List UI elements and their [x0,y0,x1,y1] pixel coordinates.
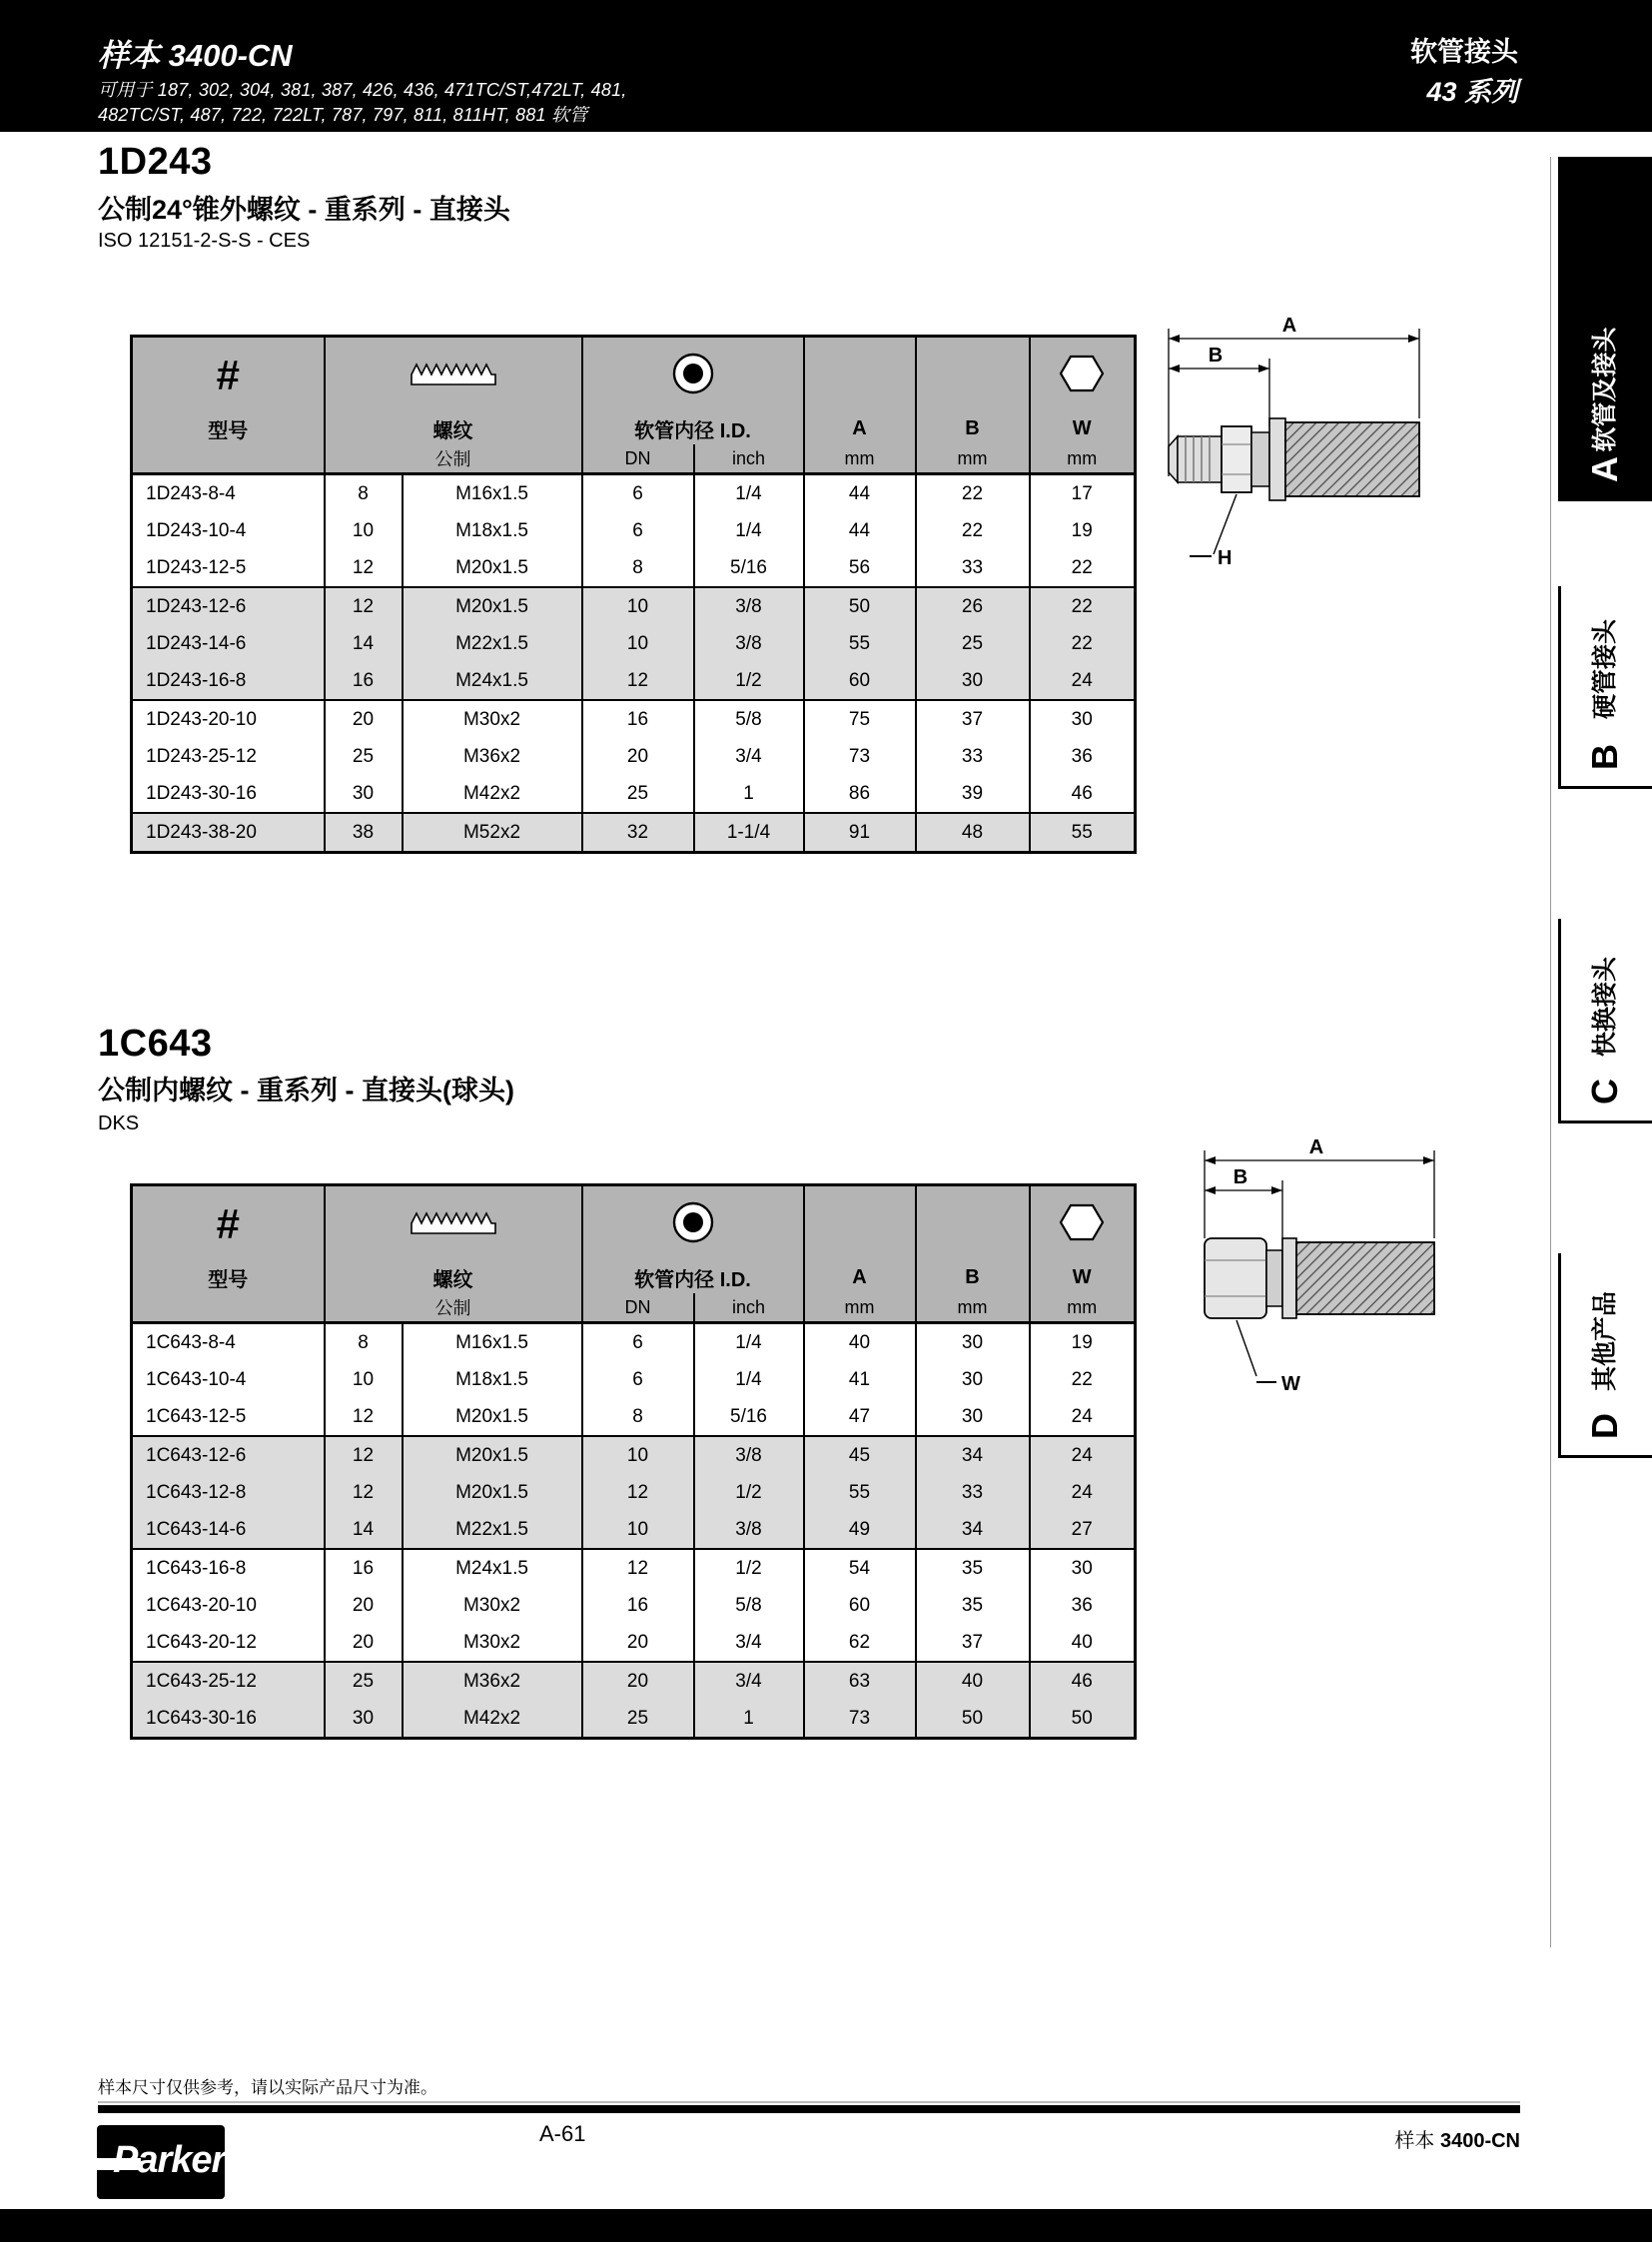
value-cell: 46 [1030,775,1136,813]
value-cell: 1 [694,1700,804,1739]
value-cell: M36x2 [403,1662,582,1700]
compatible-hoses-line1: 可用于 187, 302, 304, 381, 387, 426, 436, 471TC/ST,472LT, 481, [98,80,627,100]
model-cell: 1D243-12-5 [146,556,247,578]
header-category: 软管接头 [1410,37,1518,67]
hash-icon: # [216,1200,240,1247]
dim-label-w: W [1281,1373,1300,1395]
sidebar-tab-letter-b: B [1584,744,1625,770]
value-cell: 54 [804,1549,916,1587]
value-cell: 14 [325,625,403,662]
hose-bore-icon [582,337,804,414]
value-cell: 56 [804,549,916,587]
value-cell: 30 [325,775,403,813]
value-cell: 91 [804,813,916,853]
value-cell: 55 [804,1474,916,1511]
model-cell: 1D243-8-4 [146,482,236,504]
col-a: A [804,1262,916,1293]
footer-rule-light [98,2101,1520,2103]
table-row [132,512,1136,549]
value-cell: 32 [582,813,694,853]
model-cell: 1C643-8-4 [146,1331,236,1353]
model-cell: 1D243-25-12 [146,745,257,767]
value-cell: M18x1.5 [403,1361,582,1398]
value-cell: M30x2 [403,1587,582,1624]
model-cell: 1C643-12-6 [132,1436,325,1474]
value-cell: 30 [1030,700,1136,738]
col-thread: 螺纹 [325,413,582,444]
value-cell: 20 [325,1587,403,1624]
footer-catalog-label: 样本 [1394,2130,1435,2152]
value-cell: 25 [582,1700,694,1739]
value-cell: 3/4 [694,1624,804,1662]
value-cell: 47 [804,1398,916,1436]
value-cell: 12 [582,662,694,700]
unit-inch: inch [694,1293,804,1323]
value-cell: 1/4 [694,512,804,549]
unit-mm: mm [916,444,1030,474]
table-body [132,474,1136,853]
section-standard-1d243: ISO 12151-2-S-S - CES [98,230,311,252]
unit-mm: mm [916,1293,1030,1323]
value-cell: 3/8 [694,625,804,662]
value-cell: 48 [916,813,1030,853]
value-cell: 10 [325,1361,403,1398]
col-w: W [1030,1262,1136,1293]
table-body [132,1323,1136,1739]
unit-metric: 公制 [325,444,582,474]
sidebar-tab-label-b: 硬管接头 [1591,619,1619,720]
value-cell: 60 [804,662,916,700]
value-cell: 73 [804,1700,916,1739]
table-header [132,1185,1136,1323]
model-cell: 1D243-14-6 [146,632,247,654]
spec-table-1c643 [130,1183,1137,1740]
model-cell: 1C643-20-12 [146,1631,257,1653]
dimension-disclaimer: 样本尺寸仅供参考，请以实际产品尺寸为准。 [98,2078,437,2097]
catalog-number: 3400-CN [168,38,293,73]
value-cell: M24x1.5 [403,1549,582,1587]
value-cell: 20 [325,700,403,738]
model-cell: 1D243-30-16 [146,782,257,804]
value-cell: M42x2 [403,775,582,813]
model-cell: 1C643-16-8 [132,1549,325,1587]
col-b: B [916,1262,1030,1293]
value-cell: 6 [582,1361,694,1398]
parker-logo [97,2125,225,2199]
table-row [132,1587,1136,1624]
value-cell: 1/2 [694,662,804,700]
value-cell: 14 [325,1511,403,1549]
value-cell: 34 [916,1511,1030,1549]
sidebar-divider-line [1550,157,1551,1947]
value-cell: 12 [325,1474,403,1511]
table-row [132,738,1136,775]
value-cell: 22 [1030,549,1136,587]
value-cell: 24 [1030,1398,1136,1436]
bottom-black-bar [0,2209,1652,2242]
value-cell: M30x2 [403,700,582,738]
value-cell: 37 [916,1624,1030,1662]
value-cell: M20x1.5 [403,549,582,587]
model-cell: 1D243-12-6 [132,587,325,625]
catalog-title [98,30,293,75]
table-row [132,587,1136,625]
sidebar-tab-letter-c: C [1584,1079,1625,1105]
fitting-diagram-1c643 [1199,1138,1448,1418]
section-subtitle-1d243: 公制24°锥外螺纹 - 重系列 - 直接头 [98,195,510,225]
unit-mm: mm [1030,1293,1136,1323]
sidebar-tab-label-a: 软管及接头 [1591,327,1619,452]
value-cell: 40 [1030,1624,1136,1662]
table-row [132,1549,1136,1587]
sidebar-tab-label-c: 快换接头 [1591,957,1619,1058]
value-cell: 8 [325,1323,403,1362]
value-cell: 50 [916,1700,1030,1739]
section-subtitle-1c643: 公制内螺纹 - 重系列 - 直接头(球头) [98,1076,514,1106]
footer-catalog-number: 3400-CN [1439,2130,1520,2152]
value-cell: 6 [582,512,694,549]
value-cell: 3/4 [694,738,804,775]
value-cell: 24 [1030,1436,1136,1474]
value-cell: 22 [1030,625,1136,662]
value-cell: M42x2 [403,1700,582,1739]
value-cell: 44 [804,474,916,513]
value-cell: 40 [804,1323,916,1362]
sidebar-tab-letter-d: D [1584,1413,1625,1439]
model-cell: 1C643-30-16 [146,1707,257,1729]
fitting-diagram-1d243 [1164,315,1433,604]
value-cell: 35 [916,1587,1030,1624]
value-cell: 5/8 [694,1587,804,1624]
col-model: 型号 [208,420,249,442]
value-cell: 3/8 [694,587,804,625]
value-cell: 5/8 [694,700,804,738]
value-cell: M20x1.5 [403,1474,582,1511]
table-row [132,700,1136,738]
value-cell: 36 [1030,1587,1136,1624]
value-cell: 27 [1030,1511,1136,1549]
value-cell: 17 [1030,474,1136,513]
table-row [132,549,1136,587]
value-cell: 12 [582,1474,694,1511]
model-cell: 1C643-25-12 [132,1662,325,1700]
value-cell: M52x2 [403,813,582,853]
value-cell: 50 [804,587,916,625]
dim-label-a: A [1308,1138,1324,1158]
col-hose-id: 软管内径 I.D. [582,413,804,444]
value-cell: M20x1.5 [403,1436,582,1474]
value-cell: 8 [325,474,403,513]
value-cell: 22 [1030,1361,1136,1398]
value-cell: 24 [1030,662,1136,700]
value-cell: 62 [804,1624,916,1662]
hash-icon: # [216,352,240,398]
table-row [132,1624,1136,1662]
value-cell: 8 [582,1398,694,1436]
value-cell: M30x2 [403,1624,582,1662]
col-model: 型号 [208,1269,249,1291]
table-row [132,1398,1136,1436]
value-cell: 10 [325,512,403,549]
value-cell: 20 [325,1624,403,1662]
value-cell: 36 [1030,738,1136,775]
model-cell: 1C643-20-10 [146,1594,257,1616]
value-cell: 63 [804,1662,916,1700]
col-hose-id: 软管内径 I.D. [582,1262,804,1293]
value-cell: 20 [582,1662,694,1700]
value-cell: 25 [916,625,1030,662]
value-cell: 34 [916,1436,1030,1474]
value-cell: 30 [916,1323,1030,1362]
dim-label-b: B [1208,345,1224,367]
col-b: B [916,413,1030,444]
value-cell: 46 [1030,1662,1136,1700]
table-row [132,474,1136,513]
spec-table-1d243 [130,335,1137,854]
value-cell: 33 [916,1474,1030,1511]
value-cell: 16 [582,700,694,738]
footer-catalog [1394,2124,1520,2153]
value-cell: 30 [916,1398,1030,1436]
catalog-label: 样本 [98,38,160,73]
value-cell: 86 [804,775,916,813]
col-w: W [1030,413,1136,444]
value-cell: M16x1.5 [403,1323,582,1362]
unit-dn: DN [582,1293,694,1323]
dim-label-a: A [1281,315,1297,337]
value-cell: 22 [1030,587,1136,625]
value-cell: 35 [916,1549,1030,1587]
model-cell: 1C643-10-4 [146,1368,247,1390]
value-cell: 12 [325,1398,403,1436]
value-cell: 44 [804,512,916,549]
value-cell: 30 [325,1700,403,1739]
value-cell: M24x1.5 [403,662,582,700]
value-cell: 60 [804,1587,916,1624]
value-cell: 10 [582,1511,694,1549]
model-cell: 1C643-12-5 [146,1405,247,1427]
value-cell: 45 [804,1436,916,1474]
value-cell: 5/16 [694,549,804,587]
value-cell: 38 [325,813,403,853]
value-cell: 3/4 [694,1662,804,1700]
table-row [132,1700,1136,1739]
model-cell: 1C643-12-8 [146,1481,247,1503]
value-cell: M18x1.5 [403,512,582,549]
header-series: 43 系列 [1426,77,1518,107]
value-cell: 10 [582,587,694,625]
value-cell: 12 [325,1436,403,1474]
value-cell: 73 [804,738,916,775]
value-cell: M20x1.5 [403,1398,582,1436]
value-cell: 40 [916,1662,1030,1700]
value-cell: 25 [582,775,694,813]
thread-profile-icon [325,1185,582,1263]
unit-mm: mm [804,444,916,474]
model-cell: 1D243-38-20 [132,813,325,853]
value-cell: 8 [582,549,694,587]
value-cell: M36x2 [403,738,582,775]
value-cell: 19 [1030,512,1136,549]
value-cell: 19 [1030,1323,1136,1362]
thread-profile-icon [325,337,582,414]
hose-bore-icon [582,1185,804,1263]
table-row [132,775,1136,813]
value-cell: 6 [582,474,694,513]
value-cell: 41 [804,1361,916,1398]
dim-label-h: H [1218,547,1233,569]
value-cell: M22x1.5 [403,625,582,662]
page-header [0,0,1652,132]
value-cell: 20 [582,1624,694,1662]
value-cell: 1/4 [694,1361,804,1398]
value-cell: 22 [916,474,1030,513]
section-title-1c643: 1C643 [98,1023,213,1065]
value-cell: M22x1.5 [403,1511,582,1549]
value-cell: 1/4 [694,1323,804,1362]
footer-rule-dark [98,2105,1520,2113]
model-cell: 1D243-10-4 [146,519,247,541]
value-cell: 22 [916,512,1030,549]
table-header [132,337,1136,474]
table-row [132,1511,1136,1549]
value-cell: 12 [325,549,403,587]
compatible-hoses-line2: 482TC/ST, 487, 722, 722LT, 787, 797, 811, 811HT, 881 软管 [98,105,588,125]
value-cell: 33 [916,549,1030,587]
value-cell: 20 [582,738,694,775]
value-cell: 1/4 [694,474,804,513]
table-row [132,1662,1136,1700]
value-cell: 55 [804,625,916,662]
section-title-1d243: 1D243 [98,141,213,183]
value-cell: 3/8 [694,1511,804,1549]
value-cell: 10 [582,625,694,662]
hex-nut-icon [1030,337,1136,414]
value-cell: 5/16 [694,1398,804,1436]
col-thread: 螺纹 [325,1262,582,1293]
table-row [132,813,1136,853]
value-cell: 75 [804,700,916,738]
value-cell: 30 [916,662,1030,700]
unit-mm: mm [804,1293,916,1323]
value-cell: 25 [325,738,403,775]
table-row [132,662,1136,700]
col-a: A [804,413,916,444]
value-cell: 30 [916,1361,1030,1398]
value-cell: 49 [804,1511,916,1549]
table-row [132,1361,1136,1398]
value-cell: 16 [325,1549,403,1587]
parker-logo-text: Parker [113,2139,226,2181]
table-row [132,625,1136,662]
hex-nut-icon [1030,1185,1136,1263]
value-cell: 16 [582,1587,694,1624]
value-cell: 1/2 [694,1474,804,1511]
section-standard-1c643: DKS [98,1113,140,1134]
value-cell: 1/2 [694,1549,804,1587]
value-cell: 24 [1030,1474,1136,1511]
table-row [132,1323,1136,1362]
value-cell: 30 [1030,1549,1136,1587]
table-row [132,1474,1136,1511]
value-cell: 12 [325,587,403,625]
page-number: A-61 [539,2121,586,2146]
sidebar-tab-letter-a: A [1584,456,1625,482]
value-cell: 1 [694,775,804,813]
value-cell: 33 [916,738,1030,775]
value-cell: M20x1.5 [403,587,582,625]
model-cell: 1D243-16-8 [146,669,247,691]
model-cell: 1D243-20-10 [132,700,325,738]
sidebar-tab-label-d: 其他产品 [1591,1291,1619,1392]
value-cell: 6 [582,1323,694,1362]
unit-inch: inch [694,444,804,474]
value-cell: 55 [1030,813,1136,853]
value-cell: 1-1/4 [694,813,804,853]
table-row [132,1436,1136,1474]
value-cell: 10 [582,1436,694,1474]
model-cell: 1C643-14-6 [146,1518,247,1540]
value-cell: 12 [582,1549,694,1587]
unit-mm: mm [1030,444,1136,474]
unit-metric: 公制 [325,1293,582,1323]
value-cell: 16 [325,662,403,700]
value-cell: M16x1.5 [403,474,582,513]
value-cell: 3/8 [694,1436,804,1474]
dim-label-b: B [1233,1166,1248,1188]
value-cell: 39 [916,775,1030,813]
value-cell: 25 [325,1662,403,1700]
value-cell: 50 [1030,1700,1136,1739]
value-cell: 37 [916,700,1030,738]
value-cell: 26 [916,587,1030,625]
unit-dn: DN [582,444,694,474]
